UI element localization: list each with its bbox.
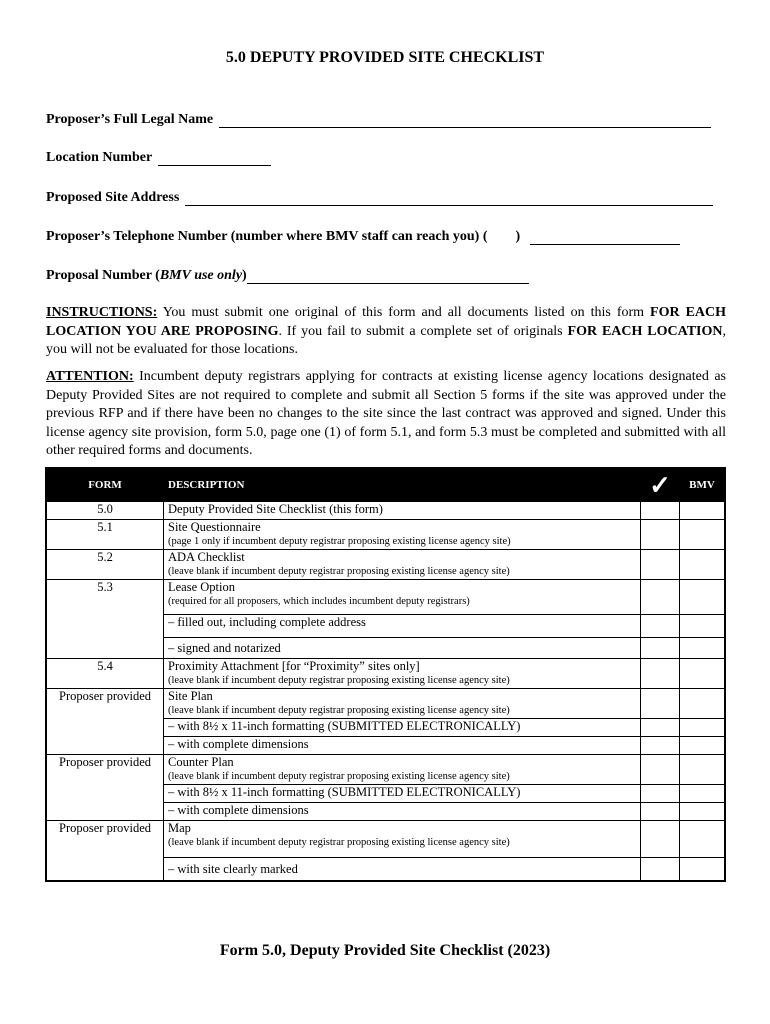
sub-item: – with 8½ x 11-inch formatting (SUBMITTED ELECTRONICALLY) (164, 719, 641, 737)
bmv-box[interactable] (680, 719, 726, 737)
form-number: 5.4 (46, 659, 164, 689)
row-description: Deputy Provided Site Checklist (this form) (164, 502, 641, 520)
description-title: Counter Plan (168, 755, 234, 769)
check-box[interactable] (641, 689, 680, 719)
bmv-box[interactable] (680, 803, 726, 821)
description-title: Lease Option (168, 580, 235, 594)
attention-paragraph (46, 368, 726, 461)
table-row (46, 821, 725, 858)
legal-name-input-line[interactable] (219, 113, 711, 128)
table-header-row (46, 468, 725, 502)
attention-label: ATTENTION: (46, 369, 134, 384)
check-box[interactable] (641, 502, 680, 520)
description-note: (leave blank if incumbent deputy registrar proposing existing license agency site) (168, 566, 510, 577)
proposal-number-field (46, 268, 529, 284)
table-row (46, 659, 725, 689)
form-number: 5.1 (46, 520, 164, 550)
form-number: Proposer provided (46, 689, 164, 755)
check-box[interactable] (641, 821, 680, 858)
description-title: Site Plan (168, 689, 213, 703)
sub-item: – with complete dimensions (164, 737, 641, 755)
table-row (46, 580, 725, 615)
bmv-box[interactable] (680, 638, 726, 659)
sub-item: – with complete dimensions (164, 803, 641, 821)
header-bmv: BMV (680, 468, 726, 502)
description-title: Proximity Attachment [for “Proximity” sites only] (168, 659, 420, 673)
bmv-box[interactable] (680, 821, 726, 858)
check-box[interactable] (641, 615, 680, 638)
bmv-box[interactable] (680, 615, 726, 638)
description-note: (leave blank if incumbent deputy registrar proposing existing license agency site) (168, 837, 510, 848)
description-title: Map (168, 821, 191, 835)
check-box[interactable] (641, 785, 680, 803)
table-row (46, 520, 725, 550)
sub-item: – filled out, including complete address (164, 615, 641, 638)
bmv-box[interactable] (680, 659, 726, 689)
check-box[interactable] (641, 803, 680, 821)
site-address-field (46, 190, 713, 206)
instructions-label: INSTRUCTIONS: (46, 305, 158, 320)
proposal-number-input-line[interactable] (247, 269, 529, 284)
check-box[interactable] (641, 580, 680, 615)
sub-item: – with site clearly marked (164, 858, 641, 882)
site-address-label: Proposed Site Address (46, 190, 180, 205)
form-number: 5.2 (46, 550, 164, 580)
table-row (46, 550, 725, 580)
instructions-text-3: , you will not be evaluated for those locations. (46, 323, 726, 357)
instructions-bold-1: FOR EACH LOCATION YOU ARE PROPOSING (46, 305, 727, 339)
row-description (164, 689, 641, 719)
proposal-number-label-c: ) (242, 268, 247, 283)
proposal-number-label-a: Proposal Number ( (46, 268, 160, 283)
description-note: (leave blank if incumbent deputy registrar proposing existing license agency site) (168, 771, 510, 782)
check-box[interactable] (641, 520, 680, 550)
table-row (46, 502, 725, 520)
bmv-box[interactable] (680, 550, 726, 580)
bmv-box[interactable] (680, 737, 726, 755)
sub-item: – signed and notarized (164, 638, 641, 659)
form-number: 5.3 (46, 580, 164, 659)
form-number: 5.0 (46, 502, 164, 520)
bmv-box[interactable] (680, 755, 726, 785)
sub-item: – with 8½ x 11-inch formatting (SUBMITTED ELECTRONICALLY) (164, 785, 641, 803)
attention-text: Incumbent deputy registrars applying for contracts at existing license agency locations designated as Deputy Provided Sites are not required to complete and submit all Section 5 forms if the site was approved under the previous RFP and if there have been no changes to the site since the last contract was approved and signed. Under this license agency site provision, form 5.0, page one (1) of form 5.1, and form 5.3 must be completed and submitted with all other required forms and documents. (46, 369, 726, 458)
location-number-field (46, 150, 271, 166)
row-description (164, 755, 641, 785)
proposal-number-label-b: BMV use only (159, 268, 243, 283)
form-footer: Form 5.0, Deputy Provided Site Checklist (2023) (219, 942, 551, 959)
phone-input-line[interactable] (530, 230, 680, 245)
bmv-box[interactable] (680, 520, 726, 550)
legal-name-field (46, 112, 711, 128)
site-address-input-line[interactable] (185, 191, 713, 206)
location-number-input-line[interactable] (158, 151, 271, 166)
check-box[interactable] (641, 550, 680, 580)
check-box[interactable] (641, 659, 680, 689)
check-box[interactable] (641, 638, 680, 659)
checkmark-icon: ✓ (641, 468, 680, 502)
location-number-label: Location Number (46, 150, 153, 165)
instructions-text-2: . If you fail to submit a complete set of originals (278, 323, 568, 339)
row-description (164, 821, 641, 858)
description-title: Site Questionnaire (168, 520, 261, 534)
bmv-box[interactable] (680, 689, 726, 719)
phone-field (46, 229, 680, 245)
table-row (46, 755, 725, 785)
legal-name-label: Proposer’s Full Legal Name (46, 112, 214, 127)
instructions-bold-2: FOR EACH LOCATION (567, 323, 723, 339)
row-description (164, 659, 641, 689)
check-box[interactable] (641, 755, 680, 785)
check-box[interactable] (641, 737, 680, 755)
instructions-text-1: You must submit one original of this form and all documents listed on this form (157, 305, 651, 320)
bmv-box[interactable] (680, 785, 726, 803)
description-note: (leave blank if incumbent deputy registrar proposing existing license agency site) (168, 705, 510, 716)
checklist-table (45, 467, 726, 882)
phone-label: Proposer’s Telephone Number (number where BMV staff can reach you) ( ) (46, 229, 521, 244)
description-note: (required for all proposers, which includes incumbent deputy registrars) (168, 596, 470, 607)
bmv-box[interactable] (680, 580, 726, 615)
description-note: (leave blank if incumbent deputy registrar proposing existing license agency site) (168, 675, 510, 686)
description-note: (page 1 only if incumbent deputy registrar proposing existing license agency site) (168, 536, 511, 547)
table-row (46, 689, 725, 719)
page-title: 5.0 DEPUTY PROVIDED SITE CHECKLIST (225, 49, 545, 66)
bmv-box[interactable] (680, 858, 726, 882)
row-description (164, 550, 641, 580)
bmv-box[interactable] (680, 502, 726, 520)
header-form: FORM (46, 468, 164, 502)
header-description: DESCRIPTION (164, 468, 641, 502)
check-box[interactable] (641, 719, 680, 737)
instructions-paragraph (46, 304, 726, 360)
description-title: ADA Checklist (168, 550, 245, 564)
row-description (164, 520, 641, 550)
form-number: Proposer provided (46, 821, 164, 882)
check-box[interactable] (641, 858, 680, 882)
row-description (164, 580, 641, 615)
form-number: Proposer provided (46, 755, 164, 821)
